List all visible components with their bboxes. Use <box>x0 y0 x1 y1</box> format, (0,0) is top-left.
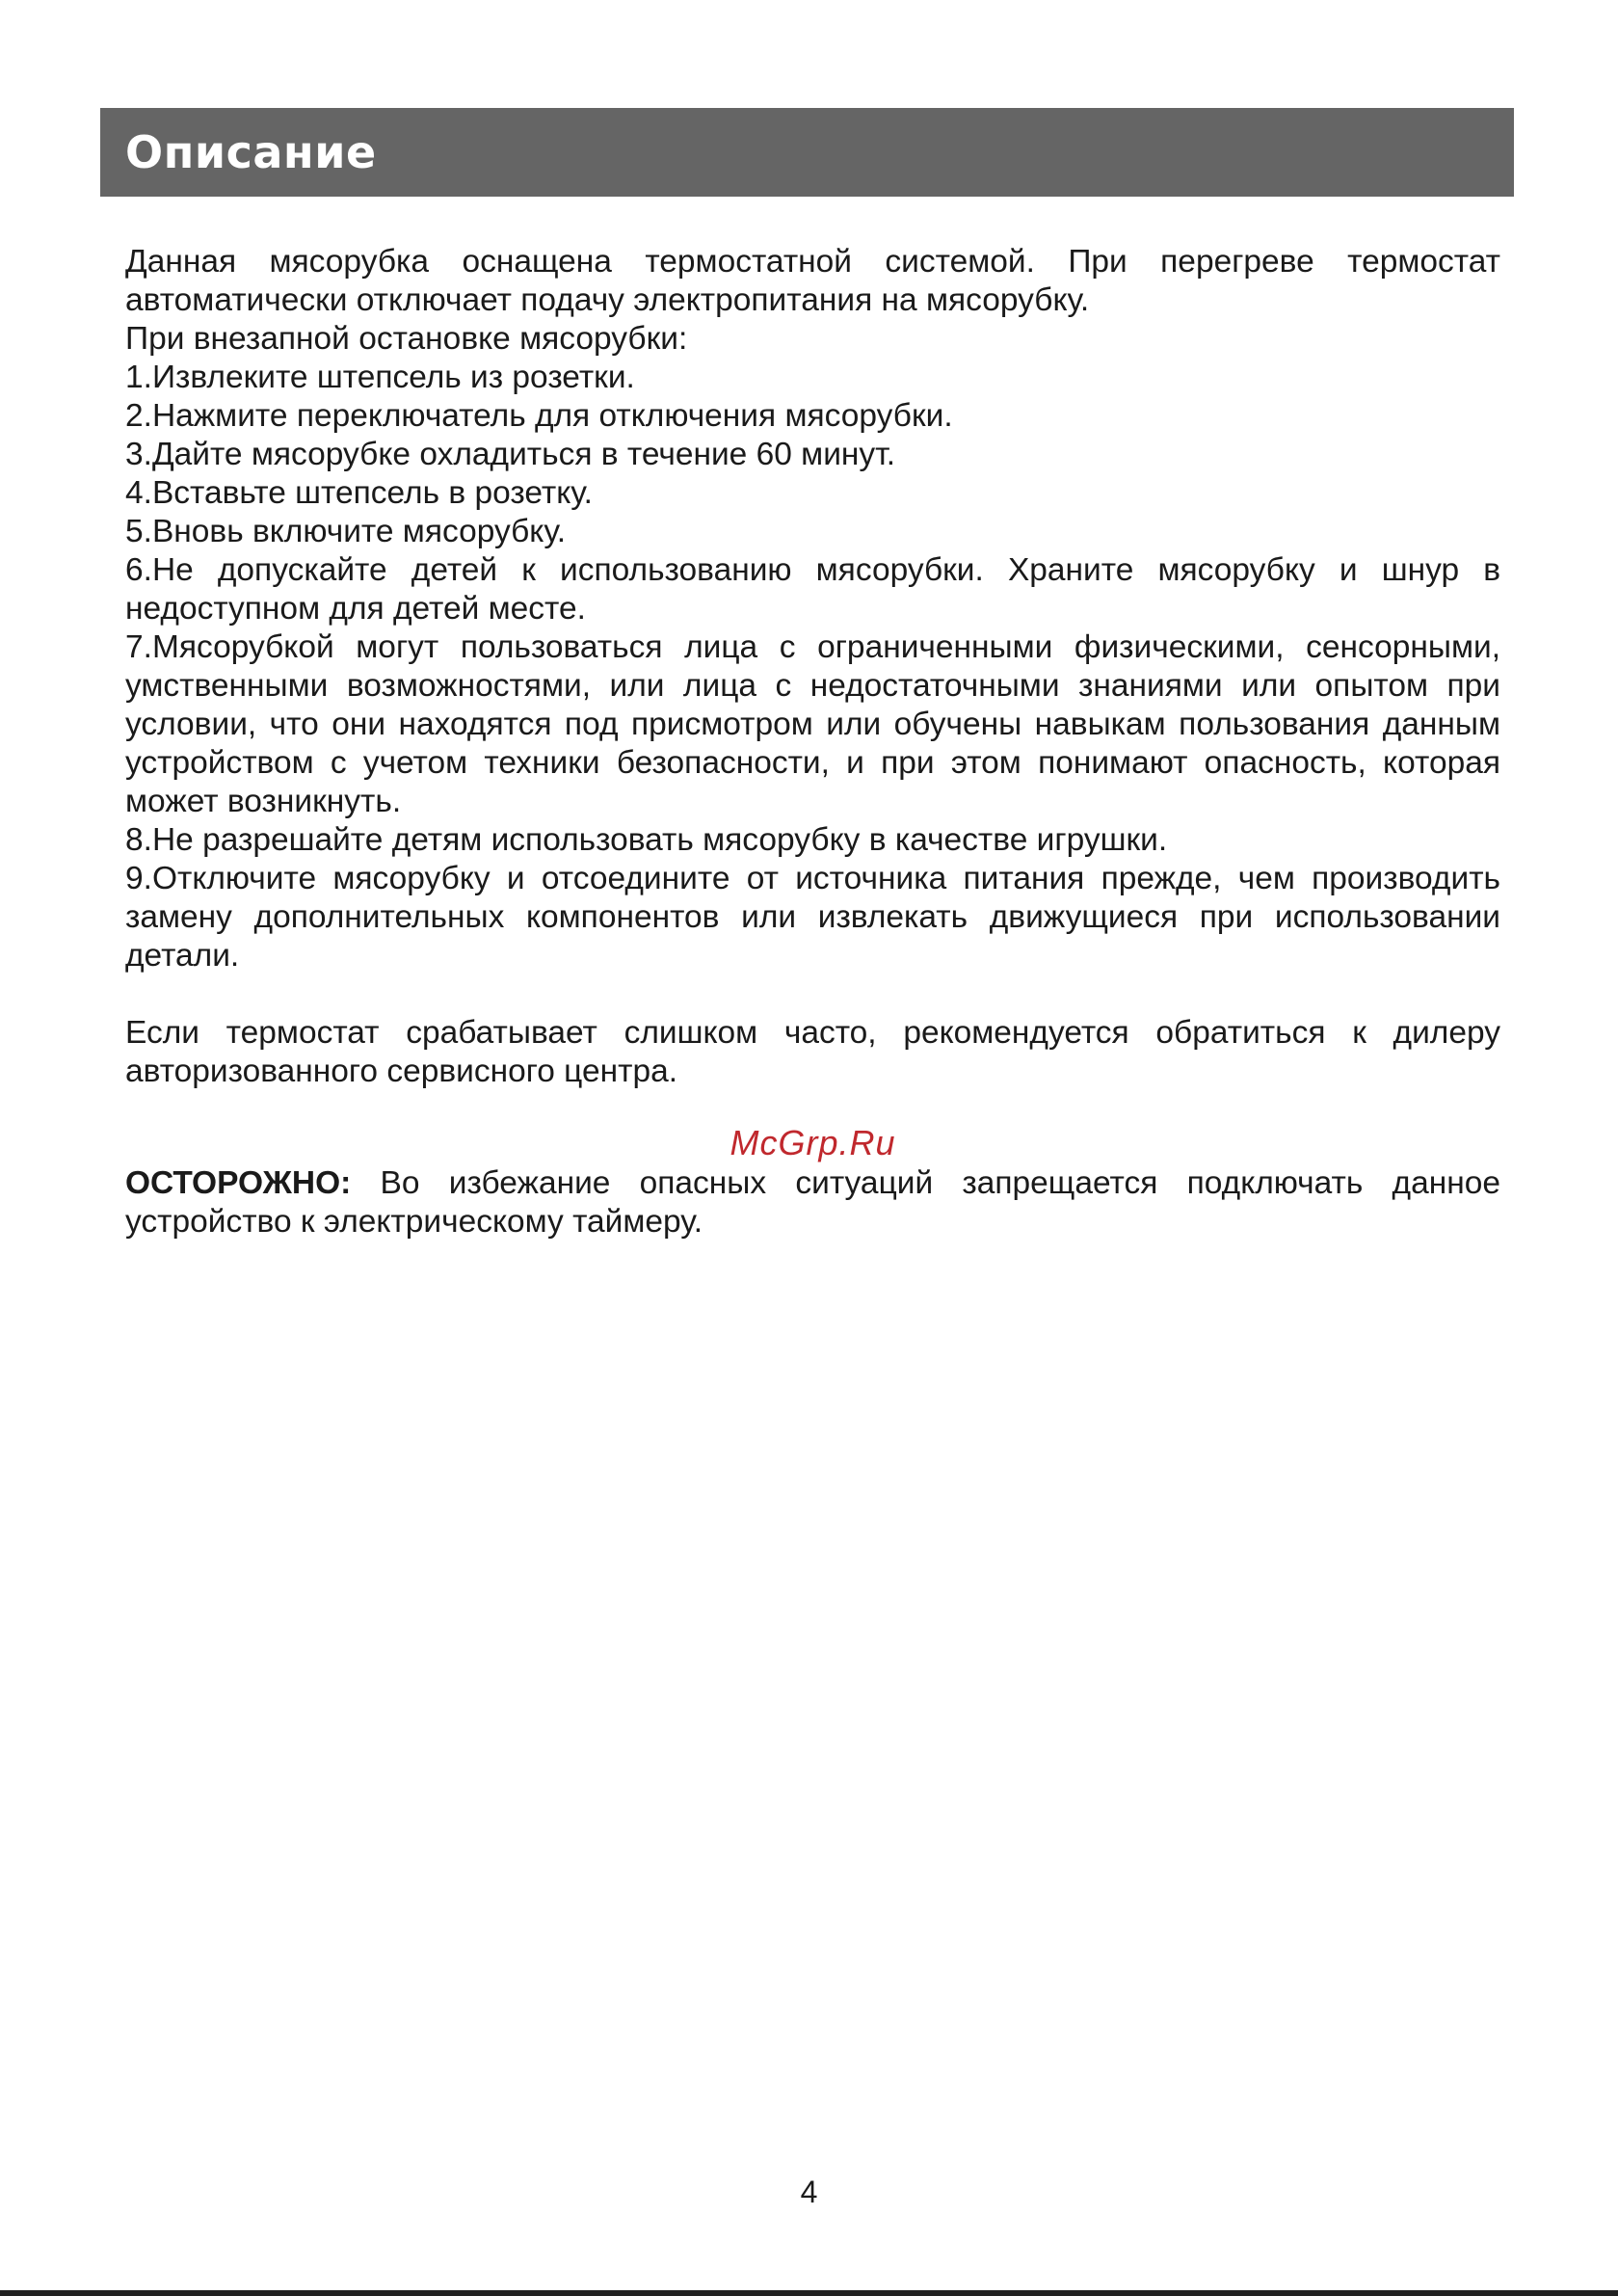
caution-label: ОСТОРОЖНО: <box>125 1165 352 1201</box>
paragraph-spacer <box>125 975 1500 1014</box>
step-item-2: 2.Нажмите переключатель для отключения мясорубки. <box>125 398 953 434</box>
step-item-5: 5.Вновь включите мясорубку. <box>125 514 567 549</box>
intro-paragraph: Данная мясорубка оснащена термостатной системой. При перегреве термостат автоматически отключает подачу электропитания на мясорубку. <box>125 244 1500 318</box>
step-item-4: 4.Вставьте штепсель в розетку. <box>125 475 593 511</box>
step-item-7: 7.Мясорубкой могут пользоваться лица с ограниченными физическими, сенсорными, умственными возможностями, или лица с недостаточными знаниями или опытом при условии, что они находятся под присмотром или обучены навыкам пользования данным устройством с учетом техники безопасности, и при этом понимают опасность, которая может возникнуть. <box>125 629 1500 819</box>
section-header <box>100 108 1514 197</box>
step-item-9: 9.Отключите мясорубку и отсоедините от источника питания прежде, чем производить замену дополнительных компонентов или извлекать движущиеся при использовании детали. <box>125 861 1500 974</box>
watermark: McGrp.Ru <box>729 1123 896 1162</box>
caution-paragraph <box>125 1164 1500 1241</box>
step-item-8: 8.Не разрешайте детям использовать мясорубку в качестве игрушки. <box>125 822 1168 858</box>
step-item-6: 6.Не допускайте детей к использованию мясорубки. Храните мясорубку и шнур в недоступном для детей месте. <box>125 552 1500 627</box>
step-item-1: 1.Извлеките штепсель из розетки. <box>125 360 635 395</box>
page-number: 4 <box>800 2175 818 2209</box>
document-body <box>125 243 1500 1241</box>
step-item-3: 3.Дайте мясорубке охладиться в течение 60 минут. <box>125 437 896 472</box>
section-title: Описание <box>125 126 377 178</box>
sudden-stop-heading: При внезапной остановке мясорубки: <box>125 321 688 357</box>
thermostat-note: Если термостат срабатывает слишком часто, рекомендуется обратиться к дилеру авторизованного сервисного центра. <box>125 1015 1500 1089</box>
caution-text: Во избежание опасных ситуаций запрещается подключать данное устройство к электрическому таймеру. <box>125 1165 1500 1240</box>
bottom-border <box>0 2290 1618 2296</box>
